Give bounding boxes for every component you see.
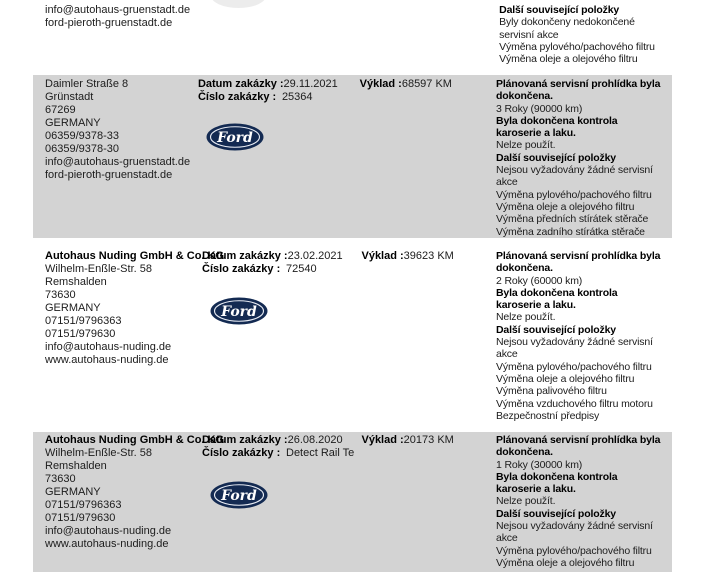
dealer-phone: 06359/9378-33 [45, 130, 120, 142]
dealer-phone: 07151/9796363 [45, 315, 122, 327]
service-record-row [33, 247, 672, 425]
mileage-block [360, 78, 496, 91]
svg-text:Ford: Ford [221, 488, 257, 504]
order-number-label: Číslo zakázky : [202, 447, 281, 459]
service-detail-line: Nejsou vyžadovány žádné servisní [496, 520, 653, 533]
service-details-block [496, 78, 660, 238]
mileage-value: 68597 KM [401, 78, 452, 90]
dealer-address-line: GERMANY [45, 302, 101, 314]
dealer-address-line: 73630 [45, 473, 76, 485]
service-detail-line: Byly dokončeny nedokončené [499, 16, 635, 29]
dealer-website: www.autohaus-nuding.de [45, 538, 169, 550]
service-detail-line: Výměna palivového filtru [496, 385, 607, 398]
svg-text:Ford: Ford [221, 304, 257, 320]
service-detail-line: Plánovaná servisní prohlídka byla [496, 78, 661, 90]
ford-logo [206, 123, 264, 151]
service-detail-line: Výměna oleje a olejového filtru [499, 53, 638, 66]
service-detail-line: Nejsou vyžadovány žádné servisní [496, 336, 653, 349]
service-detail-line: Další související položky [496, 507, 616, 520]
mileage-block [361, 434, 496, 447]
service-detail-line: karoserie a laku. [496, 299, 576, 312]
ford-logo [210, 481, 268, 509]
dealer-address-line: GERMANY [45, 117, 101, 129]
dealer-name: Autohaus Nuding GmbH & Co. KG [45, 434, 225, 446]
service-detail-line: 2 Roky (60000 km) [496, 274, 583, 287]
mileage-block [361, 250, 496, 263]
service-detail-line: Bezpečnostní předpisy [496, 409, 600, 422]
order-number-value: 25364 [281, 91, 313, 103]
service-detail-line: Výměna pylového/pachového filtru [499, 40, 655, 53]
dealer-address-block [45, 78, 198, 182]
service-detail-line: akce [496, 532, 518, 545]
service-detail-line: Byla dokončena kontrola [496, 470, 618, 483]
dealer-email: info@autohaus-gruenstadt.de [45, 156, 191, 168]
ford-logo-partial [210, 0, 267, 5]
mileage-label: Výklad : [361, 434, 404, 446]
service-detail-line: Další související položky [496, 151, 616, 164]
service-detail-line: Nelze použít. [496, 311, 556, 324]
service-record-row [33, 75, 672, 238]
service-detail-line: Výměna pylového/pachového filtru [496, 360, 652, 373]
order-date-value: 23.02.2021 [287, 250, 343, 262]
service-details-block [499, 3, 660, 65]
order-number-value: Detect Rail Te [286, 447, 355, 459]
service-details-block [496, 434, 660, 569]
service-record-row-partial [33, 0, 672, 70]
service-detail-line: Výměna oleje a olejového filtru [496, 556, 635, 569]
dealer-phone: 07151/979630 [45, 328, 116, 340]
dealer-address-line: GERMANY [45, 486, 101, 498]
dealer-email: info@autohaus-nuding.de [45, 525, 172, 537]
service-detail-line: dokončena. [496, 90, 553, 103]
service-detail-line: Nejsou vyžadovány žádné servisní [496, 164, 653, 177]
service-detail-line: 1 Roky (30000 km) [496, 458, 583, 471]
order-date-value: 26.08.2020 [287, 434, 343, 446]
service-detail-line: Byla dokončena kontrola [496, 286, 618, 299]
service-detail-line: dokončena. [496, 262, 553, 275]
dealer-address-block [45, 434, 225, 551]
service-detail-line: karoserie a laku. [496, 127, 576, 140]
service-detail-line: dokončena. [496, 446, 553, 459]
service-detail-line: Výměna oleje a olejového filtru [496, 200, 635, 213]
service-detail-line: Nelze použít. [496, 139, 556, 152]
order-date-value: 29.11.2021 [283, 78, 338, 90]
ford-logo [210, 297, 268, 325]
order-info-block [202, 434, 361, 509]
dealer-address-line: Remshalden [45, 460, 107, 472]
dealer-phone: 07151/9796363 [45, 499, 122, 511]
service-detail-line: Výměna vzduchového filtru motoru [496, 397, 653, 410]
service-detail-line: Plánovaná servisní prohlídka byla [496, 250, 661, 262]
service-detail-line: servisní akce [499, 28, 559, 41]
service-detail-line: Výměna zadního stírátka stěrače [496, 225, 645, 238]
service-detail-line: 3 Roky (90000 km) [496, 102, 583, 115]
service-detail-line: Výměna oleje a olejového filtru [496, 372, 635, 385]
dealer-website: ford-pieroth-gruenstadt.de [45, 169, 173, 181]
service-detail-line: Další související položky [496, 323, 616, 336]
mileage-value: 39623 KM [403, 250, 454, 262]
order-info-block [198, 78, 360, 151]
service-detail-line: Další související položky [499, 4, 620, 16]
mileage-label: Výklad : [361, 250, 404, 262]
dealer-website: ford-pieroth-gruenstadt.de [45, 17, 173, 29]
order-info-block [202, 250, 361, 325]
service-detail-line: Výměna předních stírátek stěrače [496, 213, 649, 226]
dealer-address-line: Wilhelm-Enßle-Str. 58 [45, 263, 152, 275]
dealer-address-block [45, 250, 225, 367]
order-date-label: Datum zakázky : [202, 434, 288, 446]
service-detail-line: akce [496, 348, 518, 361]
dealer-name: Autohaus Nuding GmbH & Co. KG [45, 250, 225, 262]
dealer-address-line: Remshalden [45, 276, 107, 288]
dealer-contact-block [45, 3, 199, 30]
dealer-address-line: Wilhelm-Enßle-Str. 58 [45, 447, 152, 459]
service-detail-line: Výměna pylového/pachového filtru [496, 188, 652, 201]
dealer-email: info@autohaus-nuding.de [45, 341, 172, 353]
service-detail-line: Výměna pylového/pachového filtru [496, 544, 652, 557]
service-detail-line: karoserie a laku. [496, 483, 576, 496]
dealer-phone: 07151/979630 [45, 512, 116, 524]
order-number-label: Číslo zakázky : [197, 91, 277, 103]
service-detail-line: Byla dokončena kontrola [496, 114, 618, 127]
order-number-value: 72540 [286, 263, 317, 275]
service-detail-line: Nelze použít. [496, 495, 556, 508]
service-detail-line: Plánovaná servisní prohlídka byla [496, 434, 661, 446]
service-record-row [33, 432, 672, 572]
mileage-value: 20173 KM [403, 434, 454, 446]
svg-text:Ford: Ford [217, 130, 253, 146]
order-date-label: Datum zakázky : [202, 250, 288, 262]
dealer-address-line: Grünstadt [45, 91, 94, 103]
service-detail-line: akce [496, 176, 518, 189]
dealer-address-line: 73630 [45, 289, 76, 301]
mileage-label: Výklad : [359, 78, 402, 90]
service-details-block [496, 250, 660, 422]
dealer-address-line: 67269 [45, 104, 76, 116]
dealer-address-line: Daimler Straße 8 [45, 78, 129, 90]
order-number-label: Číslo zakázky : [202, 263, 281, 275]
dealer-phone: 06359/9378-30 [45, 143, 120, 155]
order-date-label: Datum zakázky : [197, 78, 284, 90]
dealer-email: info@autohaus-gruenstadt.de [45, 4, 191, 16]
dealer-website: www.autohaus-nuding.de [45, 354, 169, 366]
